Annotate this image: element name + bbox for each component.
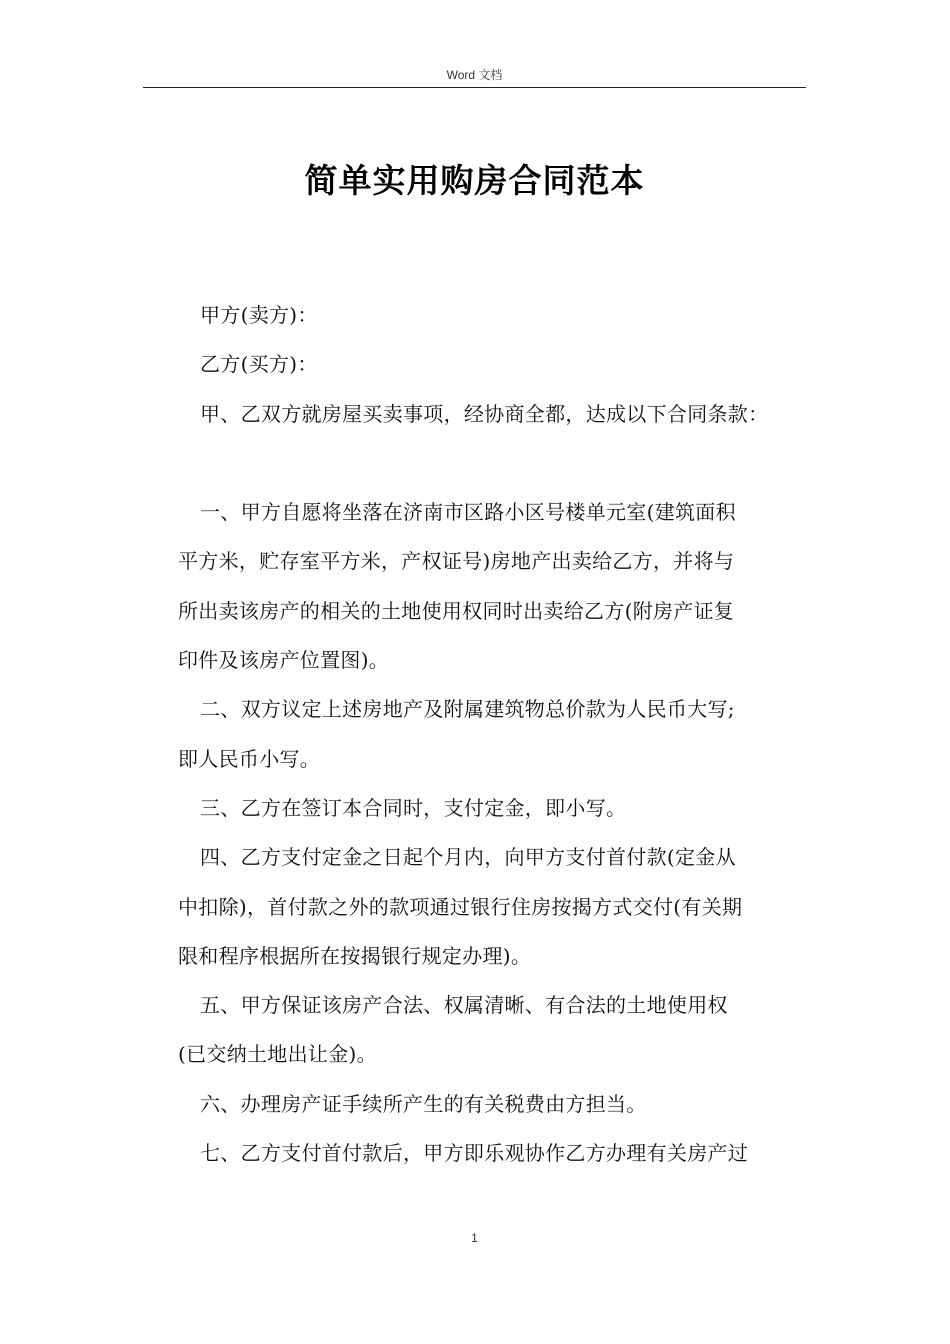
clause-2-line: 即人民币小写。 — [178, 746, 321, 771]
clause-5-line: 五、甲方保证该房产合法、权属清晰、有合法的土地使用权 — [200, 993, 728, 1018]
page-number: 1 — [471, 1231, 478, 1245]
clause-1 — [178, 488, 818, 685]
clause-3 — [178, 784, 818, 833]
clause-1-line: 一、甲方自愿将坐落在济南市区路小区号楼单元室(建筑面积 — [200, 500, 736, 525]
header-rule — [143, 87, 806, 88]
intro-paragraph: 甲、乙双方就房屋买卖事项，经协商全都，达成以下合同条款： — [200, 401, 769, 426]
clause-6-line: 六、办理房产证手续所产生的有关税费由方担当。 — [200, 1091, 647, 1116]
page-header: Word 文档 — [446, 68, 503, 82]
clause-1-line: 印件及该房产位置图)。 — [178, 648, 390, 673]
clause-7-line: 七、乙方支付首付款后，甲方即乐观协作乙方办理有关房产过 — [200, 1141, 749, 1166]
document-title: 简单实用购房合同范本 — [304, 161, 645, 200]
clause-6 — [178, 1080, 818, 1129]
clause-4-line: 限和程序根据所在按揭银行规定办理)。 — [178, 943, 532, 968]
party-b-line: 乙方(买方)： — [200, 352, 318, 377]
clause-4-line: 中扣除)，首付款之外的款项通过银行住房按揭方式交付(有关期 — [178, 894, 743, 919]
clause-2 — [178, 685, 818, 784]
clause-5 — [178, 981, 818, 1080]
paragraph-gap — [178, 439, 818, 488]
clause-1-line: 平方米，贮存室平方米，产权证号)房地产出卖给乙方，并将与 — [178, 549, 735, 574]
clause-2-line: 二、双方议定上述房地产及附属建筑物总价款为人民币大写; — [200, 697, 735, 722]
clause-1-line: 所出卖该房产的相关的土地使用权同时出卖给乙方(附房产证复 — [178, 598, 735, 623]
document-body — [178, 291, 818, 1178]
party-a-line: 甲方(卖方)： — [200, 303, 318, 327]
clause-4-line: 四、乙方支付定金之日起个月内，向甲方支付首付款(定金从 — [200, 845, 736, 870]
clause-7 — [178, 1129, 818, 1178]
clause-3-line: 三、乙方在签订本合同时，支付定金，即小写。 — [200, 795, 627, 820]
clause-5-line: (已交纳土地出让金)。 — [178, 1042, 377, 1067]
clause-4 — [178, 833, 818, 981]
